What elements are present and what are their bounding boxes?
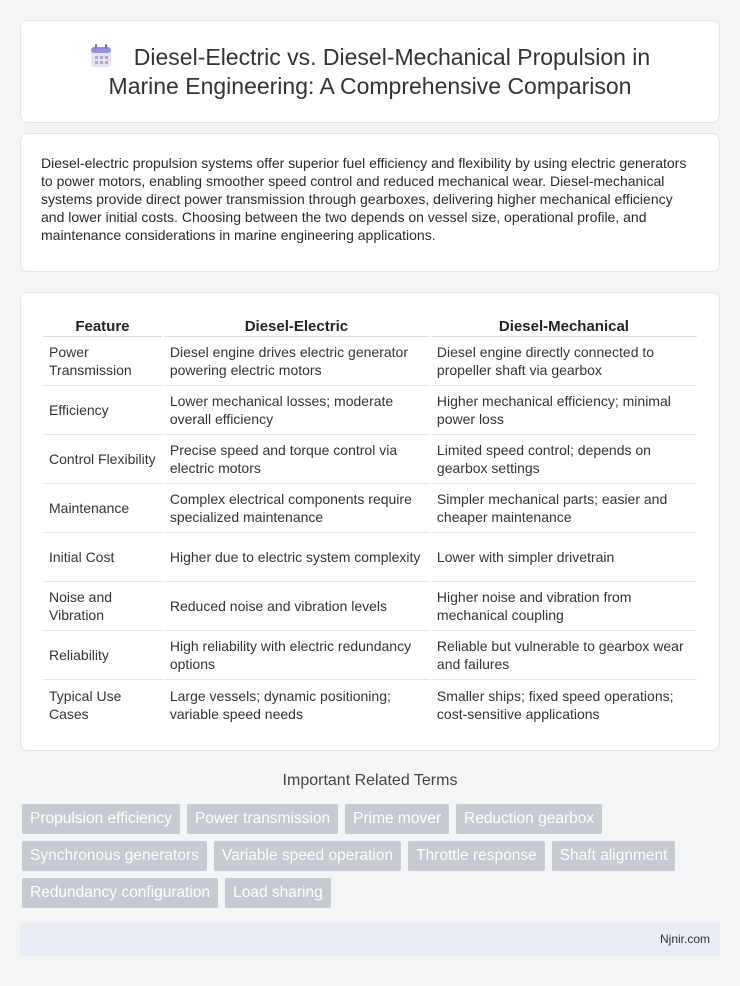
feature-cell: Control Flexibility: [43, 435, 162, 484]
table-row: [43, 435, 697, 484]
diesel-mechanical-cell: Higher noise and vibration from mechanical coupling: [431, 582, 697, 631]
table-row: [43, 680, 697, 729]
related-term-tag[interactable]: Shaft alignment: [552, 841, 676, 871]
feature-cell: Initial Cost: [43, 533, 162, 582]
diesel-electric-cell: Lower mechanical losses; moderate overall efficiency: [164, 386, 429, 435]
diesel-mechanical-cell: Simpler mechanical parts; easier and cheaper maintenance: [431, 484, 697, 533]
diesel-mechanical-cell: Reliable but vulnerable to gearbox wear and failures: [431, 631, 697, 680]
related-term-tag[interactable]: Reduction gearbox: [456, 804, 602, 834]
diesel-electric-cell: Precise speed and torque control via electric motors: [164, 435, 429, 484]
footer-site-link[interactable]: Njnir.com: [659, 932, 710, 946]
page-title: [21, 43, 719, 101]
header-feature: Feature: [43, 315, 162, 337]
feature-cell: Efficiency: [43, 386, 162, 435]
title-line-2: Marine Engineering: A Comprehensive Comparison: [108, 73, 632, 99]
related-term-tag[interactable]: Throttle response: [408, 841, 545, 871]
diesel-electric-cell: Large vessels; dynamic positioning; variable speed needs: [169, 687, 391, 722]
diesel-electric-cell: Reduced noise and vibration levels: [164, 582, 429, 631]
footer: [20, 922, 720, 956]
related-term-tag[interactable]: Propulsion efficiency: [22, 804, 180, 834]
feature-cell: Typical Use Cases: [49, 687, 122, 722]
diesel-electric-cell: Diesel engine drives electric generator powering electric motors: [164, 337, 429, 386]
intro-paragraph: Diesel-electric propulsion systems offer superior fuel efficiency and flexibility by using electric generators to power motors, enabling smoother speed control and reduced mechanical wear. Diesel-mechanical systems provide direct power transmission through gearboxes, delivering higher mechanical efficiency and lower initial costs. Choosing between the two depends on vessel size, operational profile, and maintenance considerations in marine engineering applications.: [41, 155, 687, 243]
diesel-electric-cell: Higher due to electric system complexity: [164, 533, 429, 582]
diesel-electric-cell: High reliability with electric redundancy options: [164, 631, 429, 680]
intro-card: [20, 133, 720, 272]
comparison-card: [20, 292, 720, 751]
header-diesel-mechanical: Diesel-Mechanical: [431, 315, 697, 337]
related-term-tag[interactable]: Variable speed operation: [214, 841, 401, 871]
related-term-tag[interactable]: Power transmission: [187, 804, 338, 834]
table-row: [43, 533, 697, 582]
diesel-mechanical-cell: Lower with simpler drivetrain: [431, 533, 697, 582]
calendar-icon: [90, 44, 112, 68]
diesel-mechanical-cell: Diesel engine directly connected to propeller shaft via gearbox: [431, 337, 697, 386]
table-row: [43, 337, 697, 386]
related-term-tag[interactable]: Synchronous generators: [22, 841, 207, 871]
table-row: [43, 386, 697, 435]
title-card: [20, 20, 720, 123]
feature-cell: Reliability: [43, 631, 162, 680]
header-diesel-electric: Diesel-Electric: [164, 315, 429, 337]
related-terms-list: [22, 804, 722, 908]
feature-cell: Maintenance: [43, 484, 162, 533]
related-term-tag[interactable]: Load sharing: [225, 878, 331, 908]
related-terms-title: Important Related Terms: [282, 772, 458, 789]
diesel-mechanical-cell: Smaller ships; fixed speed operations; cost-sensitive applications: [436, 687, 674, 722]
comparison-table: [41, 315, 699, 729]
related-term-tag[interactable]: Prime mover: [345, 804, 449, 834]
diesel-mechanical-cell: Limited speed control; depends on gearbox settings: [431, 435, 697, 484]
diesel-mechanical-cell: Higher mechanical efficiency; minimal power loss: [431, 386, 697, 435]
table-header-row: [43, 315, 697, 337]
feature-cell: Power Transmission: [43, 337, 162, 386]
diesel-electric-cell: Complex electrical components require specialized maintenance: [164, 484, 429, 533]
related-term-tag[interactable]: Redundancy configuration: [22, 878, 218, 908]
table-row: [43, 484, 697, 533]
title-line-1: Diesel-Electric vs. Diesel-Mechanical Propulsion in: [133, 44, 651, 70]
feature-cell: Noise and Vibration: [43, 582, 162, 631]
table-row: [43, 582, 697, 631]
table-row: [43, 631, 697, 680]
